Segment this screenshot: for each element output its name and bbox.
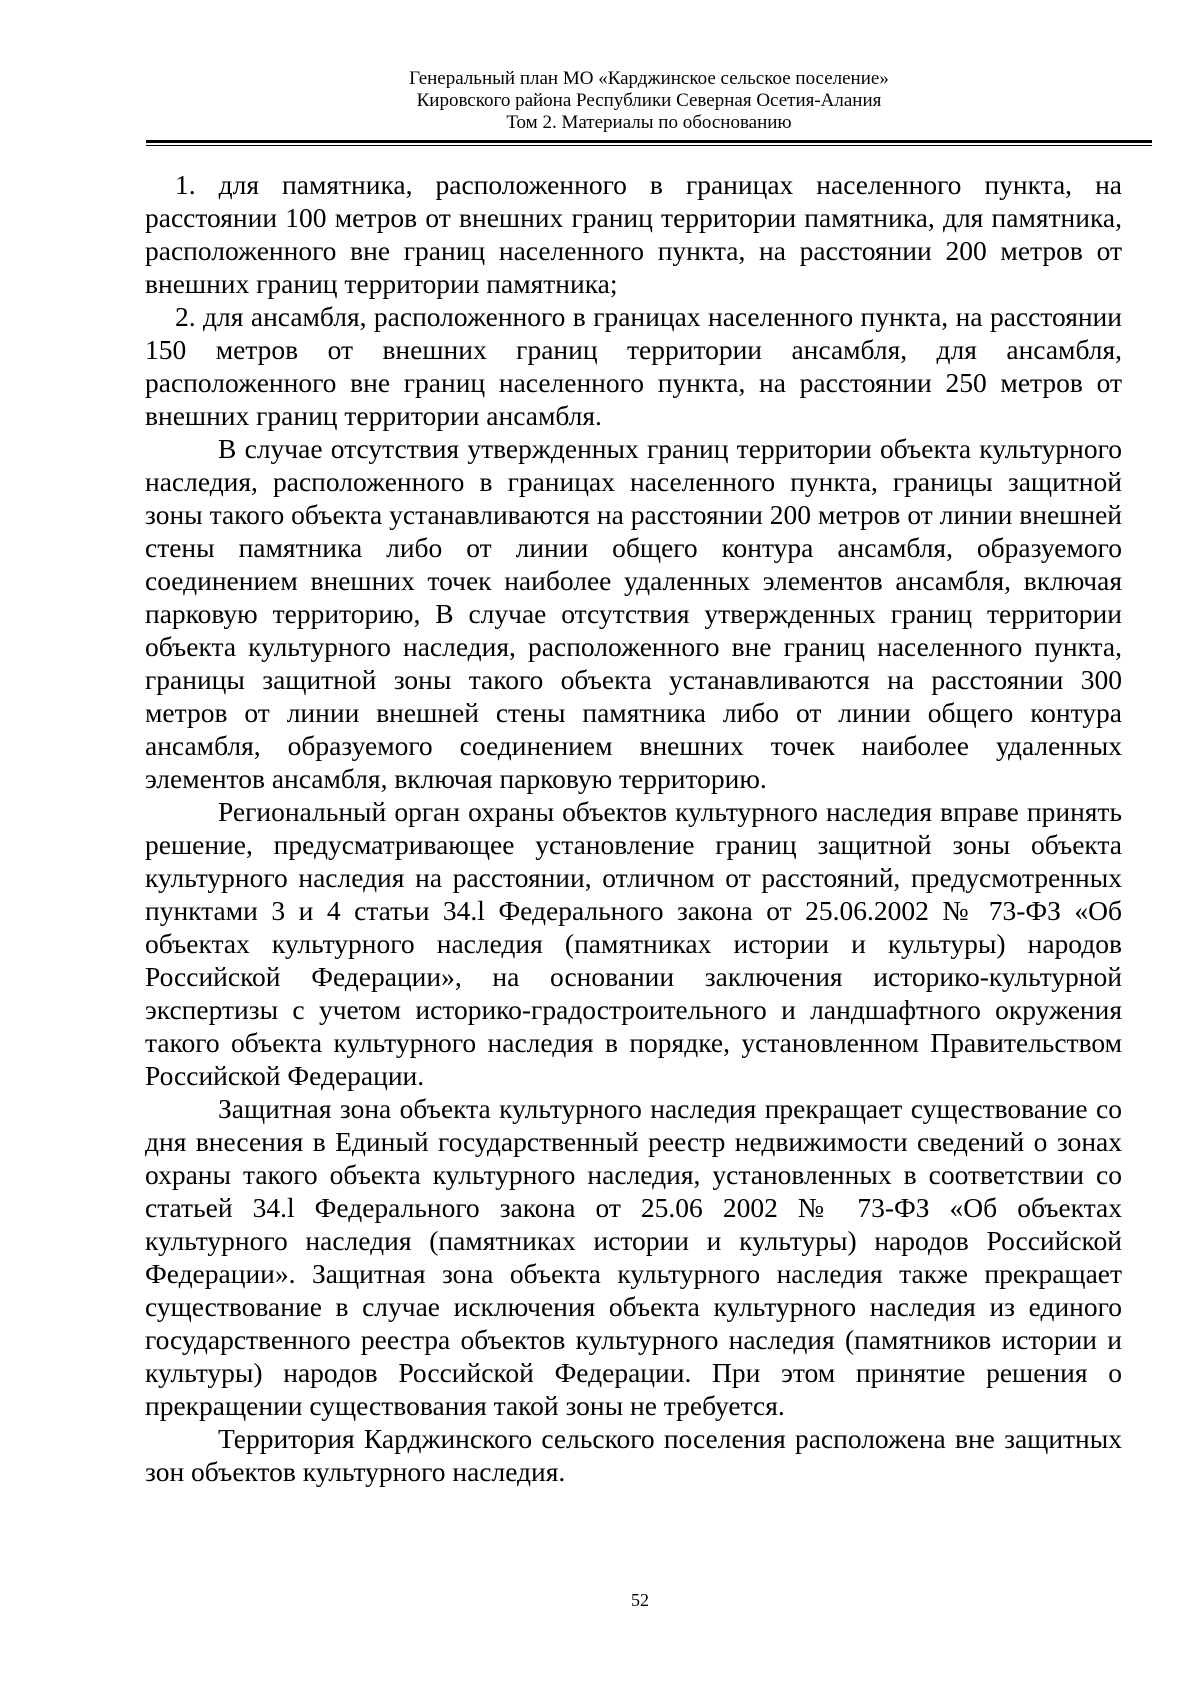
header-line-3: Том 2. Материалы по обоснованию [506,112,792,133]
paragraph-regional-authority: Региональный орган охраны объектов культурного наследия вправе принять решение, предусматривающее установление границ защитной зоны объекта культурного наследия на расстоянии, отличном от расстояний, предусмотренных пунктами 3 и 4 статьи 34.l Федерального закона от 25.06.2002 № 73-ФЗ «Об объектах культурного наследия (памятниках истории и культуры) народов Российской Федерации», на основании заключения историко-культурной экспертизы с учетом историко-градостроительного и ландшафтного окружения такого объекта культурного наследия в порядке, установленном Правительством Российской Федерации. [145,796,1122,1091]
list-item-1: 1. для памятника, расположенного в границах населенного пункта, на расстоянии 100 метров от внешних границ территории памятника, для памятника, расположенного вне границ населенного пункта, на расстоянии 200 метров от внешних границ территории памятника; [145,169,1122,299]
document-body [145,168,1122,1488]
page-number: 52 [631,1590,649,1610]
header-rule-thin [146,145,1152,146]
paragraph-no-approved-boundaries: В случае отсутствия утвержденных границ территории объекта культурного наследия, расположенного в границах населенного пункта, границы защитной зоны такого объекта устанавливаются на расстоянии 200 метров от линии внешней стены памятника либо от линии общего контура ансамбля, образуемого соединением внешних точек наиболее удаленных элементов ансамбля, включая парковую территорию, В случае отсутствия утвержденных границ территории объекта культурного наследия, расположенного вне границ населенного пункта, границы защитной зоны такого объекта устанавливаются на расстоянии 300 метров от линии внешней стены памятника либо от линии общего контура ансамбля, образуемого соединением внешних точек наиболее удаленных элементов ансамбля, включая парковую территорию. [145,433,1122,794]
paragraph-conclusion: Территория Карджинского сельского поселения расположена вне защитных зон объектов культурного наследия. [145,1423,1122,1487]
header-line-2: Кировского района Республики Северная Осетия-Алания [416,90,882,111]
paragraph-zone-termination: Защитная зона объекта культурного наследия прекращает существование со дня внесения в Единый государственный реестр недвижимости сведений о зонах охраны такого объекта культурного наследия, установленных в соответствии со статьей 34.l Федерального закона от 25.06 2002 № 73-ФЗ «Об объектах культурного наследия (памятниках истории и культуры) народов Российской Федерации». Защитная зона объекта культурного наследия также прекращает существование в случае исключения объекта культурного наследия из единого государственного реестра объектов культурного наследия (памятников истории и культуры) народов Российской Федерации. При этом принятие решения о прекращении существования такой зоны не требуется. [145,1093,1122,1421]
header-rule-thick [146,140,1152,143]
running-header [146,68,1152,134]
header-line-1: Генеральный план МО «Карджинское сельское поселение» [409,68,889,89]
list-item-2: 2. для ансамбля, расположенного в границах населенного пункта, на расстоянии 150 метров от внешних границ территории ансамбля, для ансамбля, расположенного вне границ населенного пункта, на расстоянии 250 метров от внешних границ территории ансамбля. [145,301,1122,431]
